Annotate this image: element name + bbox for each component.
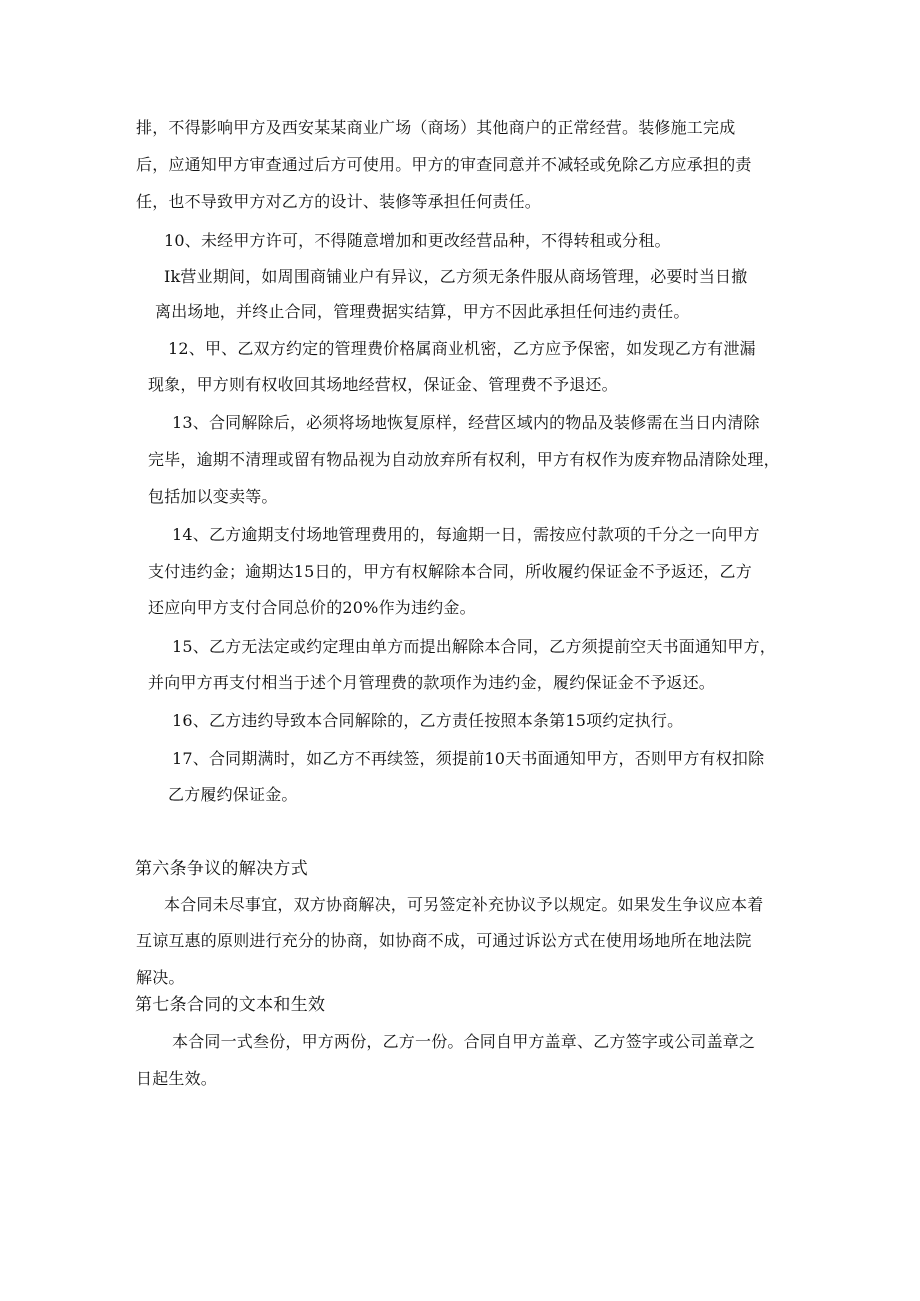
clause-13-cont: 包括加以变卖等。 (148, 487, 278, 506)
section-7-line: 本合同一式叁份，甲方两份，乙方一份。合同自甲方盖章、乙方签字或公司盖章之 (172, 1032, 756, 1051)
clause-12-cont: 现象，甲方则有权收回其场地经营权，保证金、管理费不予退还。 (148, 375, 618, 394)
clause-14: 14、乙方逾期支付场地管理费用的，每逾期一日，需按应付款项的千分之一向甲方 (172, 525, 760, 544)
section-6-heading: 第六条争议的解决方式 (135, 859, 308, 879)
clause-10: 10、未经甲方许可，不得随意增加和更改经营品种，不得转租或分租。 (164, 231, 671, 250)
clause-17: 17、合同期满时，如乙方不再续签，须提前10天书面通知甲方，否则甲方有权扣除 (172, 749, 765, 768)
clause-14-cont: 还应向甲方支付合同总价的20%作为违约金。 (148, 598, 476, 617)
clause-12: 12、甲、乙双方约定的管理费价格属商业机密，乙方应予保密，如发现乙方有泄漏 (168, 339, 756, 358)
clause-14-cont: 支付违约金；逾期达15日的，甲方有权解除本合同，所收履约保证金不予返还，乙方 (148, 562, 752, 581)
clause-11: Ik营业期间，如周围商铺业户有异议，乙方须无条件服从商场管理，必要时当日撤 (164, 267, 748, 286)
section-7-line: 日起生效。 (136, 1069, 218, 1088)
paragraph-line: 排，不得影响甲方及西安某某商业广场（商场）其他商户的正常经营。装修施工完成 (136, 118, 736, 137)
clause-15: 15、乙方无法定或约定理由单方而提出解除本合同，乙方须提前空天书面通知甲方， (172, 637, 776, 656)
section-6-line: 解决。 (136, 968, 185, 987)
paragraph-line: 任，也不导致甲方对乙方的设计、装修等承担任何责任。 (136, 192, 542, 211)
clause-17-cont: 乙方履约保证金。 (168, 785, 298, 804)
clause-15-cont: 并向甲方再支付相当于述个月管理费的款项作为违约金，履约保证金不予返还。 (148, 673, 716, 692)
clause-11-cont: 离出场地，并终止合同，管理费据实结算，甲方不因此承担任何违约责任。 (155, 302, 690, 321)
section-7-heading: 第七条合同的文本和生效 (135, 995, 326, 1015)
section-6-line: 本合同未尽事宜，双方协商解决，可另签定补充协议予以规定。如果发生争议应本着 (164, 895, 764, 914)
clause-16: 16、乙方违约导致本合同解除的，乙方责任按照本条第15项约定执行。 (172, 711, 684, 730)
paragraph-line: 后，应通知甲方审查通过后方可使用。甲方的审查同意并不减轻或免除乙方应承担的责 (136, 155, 752, 174)
section-6-line: 互谅互惠的原则进行充分的协商，如协商不成，可通过诉讼方式在使用场地所在地法院 (136, 931, 752, 950)
clause-13: 13、合同解除后，必须将场地恢复原样，经营区域内的物品及装修需在当日内清除 (172, 413, 760, 432)
clause-13-cont: 完毕，逾期不清理或留有物品视为自动放弃所有权利，甲方有权作为废弃物品清除处理， (148, 450, 780, 469)
